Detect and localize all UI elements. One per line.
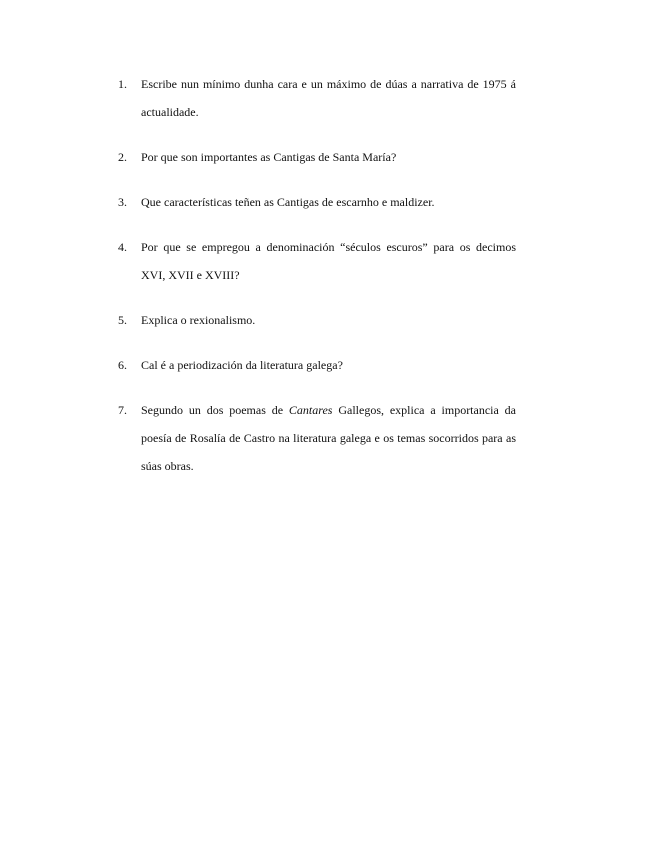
question-text: Por que son importantes as Cantigas de Santa María? [141,150,397,164]
question-item-3 [118,188,516,216]
question-number: 6. [118,358,127,372]
question-number: 3. [118,195,127,209]
question-text-after: Gallegos, explica a importancia da poesía de Rosalía de Castro na literatura galega e os temas socorridos para as súas obras. [141,403,517,473]
question-list [118,70,516,497]
question-number: 4. [118,240,127,254]
question-number: 5. [118,313,127,327]
question-text [141,396,516,480]
question-text: Cal é a periodización da literatura galega? [141,358,343,372]
question-text-before: Segundo un dos poemas de [141,403,289,417]
question-number: 1. [118,77,127,91]
question-item-1 [118,70,516,126]
question-item-7 [118,396,516,480]
question-item-5 [118,306,516,334]
question-item-4 [118,233,516,289]
question-text: Explica o rexionalismo. [141,313,256,327]
question-item-2 [118,143,516,171]
question-number: 7. [118,403,127,417]
poem-title-italic: Cantares [288,403,333,417]
question-text: Escribe nun mínimo dunha cara e un máximo de dúas a narrativa de 1975 á actualidade. [141,77,516,119]
question-number: 2. [118,150,127,164]
question-item-6 [118,351,516,379]
question-text: Que características teñen as Cantigas de escarnho e maldizer. [141,195,435,209]
question-text: Por que se empregou a denominación “séculos escuros” para os decimos XVI, XVII e XVIII? [141,240,516,282]
